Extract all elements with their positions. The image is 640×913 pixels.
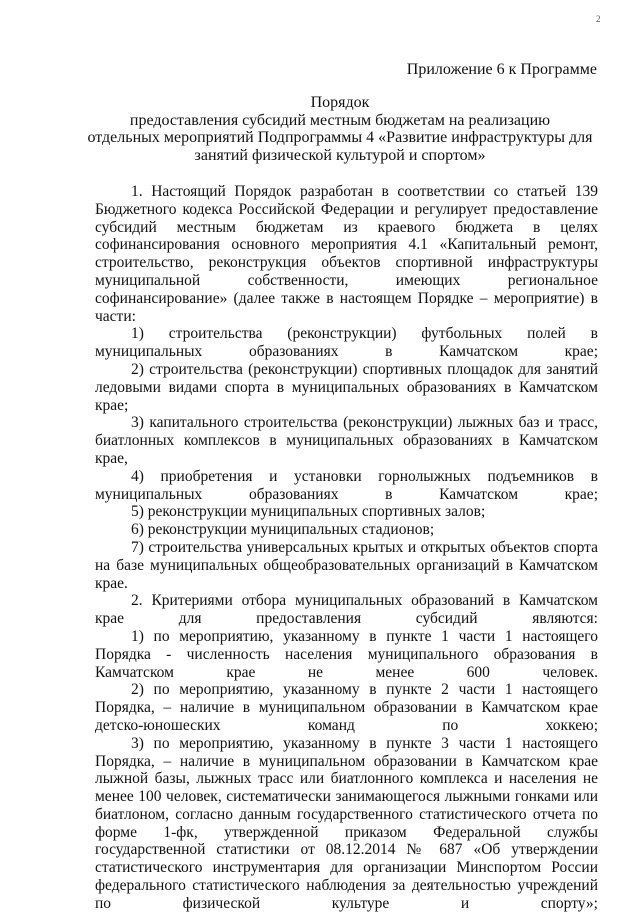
appendix-label: Приложение 6 к Программе [406, 61, 597, 78]
list-item-1-3: 3) капитального строительства (реконструкции) лыжных баз и трасс, биатлонных комплексов в муниципальных образованиях в Камчатском крае, [95, 414, 598, 467]
list-item-1-5: 5) реконструкции муниципальных спортивных залов; [131, 503, 486, 521]
paragraph-1: 1. Настоящий Порядок разработан в соответствии со статьей 139 Бюджетного кодекса Российской Федерации и регулирует предоставление субсидий местным бюджетам из краевого бюджета в целях софинансирования основного мероприятия 4.1 «Капитальный ремонт, строительство, реконструкция объектов спортивной инфраструктуры муниципальной собственности, имеющих региональное софинансирование» (далее также в настоящем Порядке – мероприятие) в части: [95, 183, 598, 325]
title-line-2: предоставления субсидий местным бюджетам на реализацию [129, 111, 551, 129]
title-line-4: занятий физической культурой и спортом» [194, 146, 486, 164]
list-item-1-1: 1) строительства (реконструкции) футбольных полей в муниципальных образованиях в Камчатском крае; [95, 325, 598, 361]
list-item-1-4: 4) приобретения и установки горнолыжных подъемников в муниципальных образованиях в Камчатском крае; [95, 467, 598, 503]
list-item-1-2: 2) строительства (реконструкции) спортивных площадок для занятий ледовыми видами спорта в муниципальных образованиях в Камчатском крае; [95, 360, 598, 414]
criterion-1: 1) по мероприятию, указанному в пункте 1 части 1 настоящего Порядка - численность населения муниципального образования в Камчатском крае не менее 600 человек. [95, 627, 598, 681]
page-corner-mark: 2 [596, 14, 601, 24]
criterion-3: 3) по мероприятию, указанному в пункте 3 части 1 настоящего Порядка, – наличие в муниципальном образовании в Камчатском крае лыжной базы, лыжных трасс или биатлонного комплекса и населения не менее 100 человек, систематически занимающегося лыжными гонками или биатлоном, согласно данным государственного статистического отчета по форме 1-фк, утвержденной приказом Федеральной службы государственной статистики от 08.12.2014 № 687 «Об утверждении статистического инструментария для организации Минспортом России федерального статистического наблюдения за деятельностью учреждений по физической культуре и спорту»; [95, 734, 598, 912]
criterion-2: 2) по мероприятию, указанному в пункте 2 части 1 настоящего Порядка, – наличие в муниципальном образовании в Камчатском крае детско-юношеских команд по хоккею; [95, 681, 598, 734]
list-item-1-6: 6) реконструкции муниципальных стадионов; [131, 521, 435, 539]
document-body [95, 183, 598, 913]
title-line-1: Порядок [310, 94, 370, 111]
paragraph-2: 2. Критериями отбора муниципальных образований в Камчатском крае для предоставления субсидий являются: [95, 592, 598, 628]
list-item-1-7: 7) строительства универсальных крытых и открытых объектов спорта на базе муниципальных общеобразовательных организаций в Камчатском крае. [95, 538, 598, 592]
title-line-3: отдельных мероприятий Подпрограммы 4 «Развитие инфраструктуры для [87, 129, 593, 146]
document-title [60, 94, 620, 164]
